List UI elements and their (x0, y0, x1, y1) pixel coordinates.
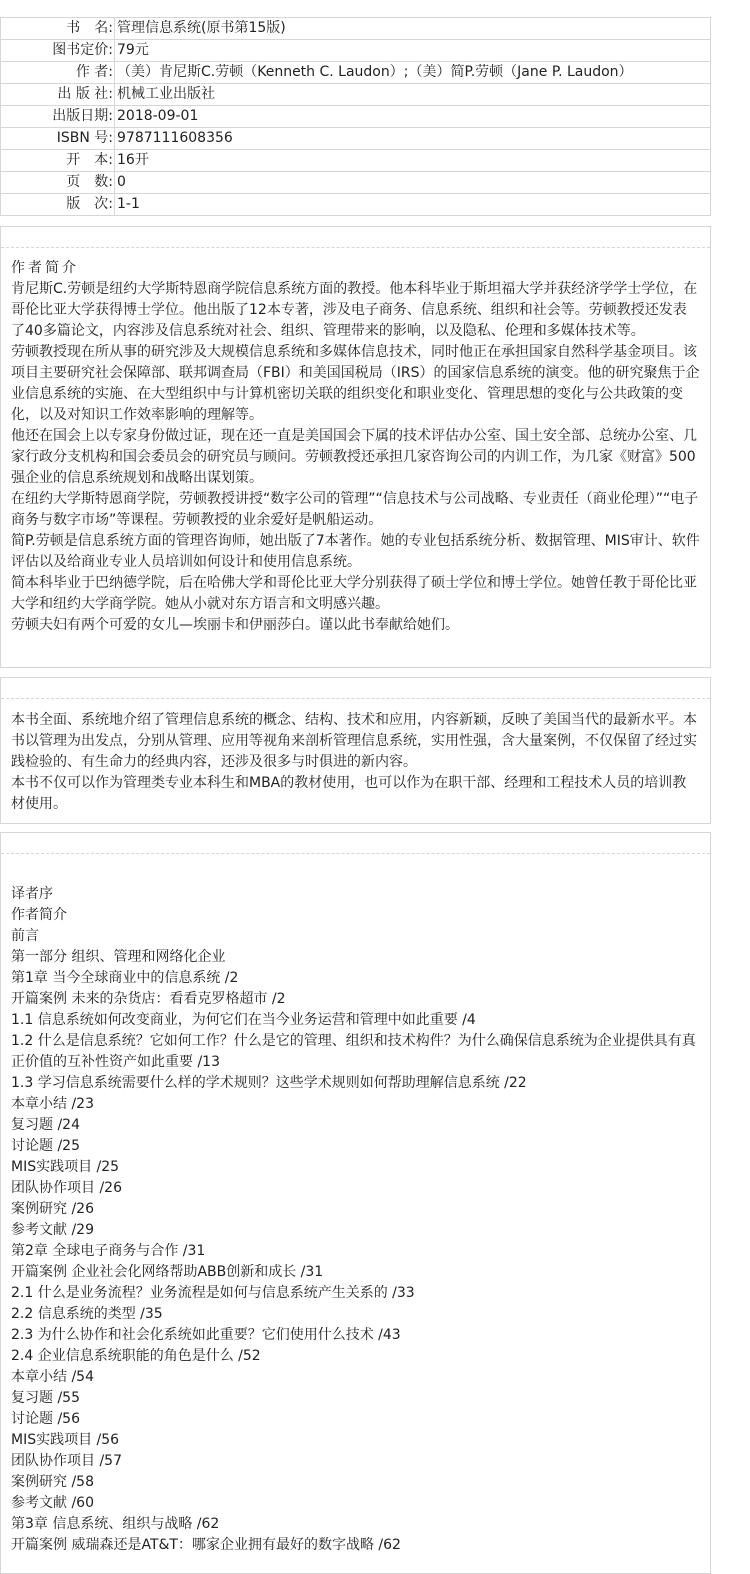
info-row-pages (1, 172, 711, 194)
publisher-value: 机械工业出版社 (115, 84, 711, 106)
title-value: 管理信息系统(原书第15版) (115, 18, 711, 40)
edition-value: 1-1 (115, 194, 711, 216)
toc-line: 2.3 为什么协作和社会化系统如此重要？它们使用什么技术 /43 (11, 1327, 401, 1343)
isbn-label: ISBN 号: (1, 128, 115, 150)
toc-line: 团队协作项目 /26 (11, 1180, 122, 1196)
toc-line: 复习题 /24 (11, 1117, 80, 1133)
section-divider (1, 678, 710, 699)
toc-line: 译者序 (11, 886, 53, 902)
toc-line: 第2章 全球电子商务与合作 /31 (11, 1243, 206, 1259)
author-intro-paragraph: 劳顿教授现在所从事的研究涉及大规模信息系统和多媒体信息技术，同时他正在承担国家自然科学基金项目。该项目主要研究社会保障部、联邦调查局（FBI）和美国国税局（IRS）的国家信息系统的演变。他的研究聚焦于企业信息系统的实施、在大型组织中与计算机密切关联的组织变化和职业变化、管理思想的变化与公共政策的变化，以及对知识工作效率影响的理解等。 (11, 344, 700, 423)
pages-label: 页 数: (1, 172, 115, 194)
info-row-isbn (1, 128, 711, 150)
toc-line: 2.2 信息系统的类型 /35 (11, 1306, 163, 1322)
format-label: 开 本: (1, 150, 115, 172)
toc-line: 复习题 /55 (11, 1390, 80, 1406)
toc-line: 案例研究 /26 (11, 1201, 94, 1217)
info-row-format (1, 150, 711, 172)
publisher-label: 出 版 社: (1, 84, 115, 106)
toc-line: 作者简介 (11, 907, 67, 923)
toc-line: 团队协作项目 /57 (11, 1453, 122, 1469)
toc-line: 案例研究 /58 (11, 1474, 94, 1490)
toc-line: 参考文献 /29 (11, 1222, 94, 1238)
author-intro-paragraph: 简P.劳顿是信息系统方面的管理咨询师，她出版了7本著作。她的专业包括系统分析、数据管理、MIS审计、软件评估以及给商业专业人员培训如何设计和使用信息系统。 (11, 533, 700, 570)
author-label: 作 者: (1, 62, 115, 84)
title-label: 书 名: (1, 18, 115, 40)
section-divider (1, 227, 710, 248)
info-row-publisher (1, 84, 711, 106)
info-row-edition (1, 194, 711, 216)
toc-line: 讨论题 /56 (11, 1411, 80, 1427)
author-intro-paragraph: 在纽约大学斯特恩商学院，劳顿教授讲授“数字公司的管理”“信息技术与公司战略、专业责任（商业伦理）”“电子商务与数字市场”等课程。劳顿教授的业余爱好是帆船运动。 (11, 491, 699, 528)
toc-line: 讨论题 /25 (11, 1138, 80, 1154)
author-intro-paragraph: 他还在国会上以专家身份做过证，现在还一直是美国国会下属的技术评估办公室、国土安全部、总统办公室、几家行政分支机构和国会委员会的研究员与顾问。劳顿教授还承担几家咨询公司的内训工作，为几家《财富》500强企业的信息系统规划和战略出谋划策。 (11, 428, 697, 486)
toc-line: 开篇案例 企业社会化网络帮助ABB创新和成长 /31 (11, 1264, 324, 1280)
summary-content (1, 699, 710, 815)
toc-line: 前言 (11, 928, 39, 944)
price-value: 79元 (115, 40, 711, 62)
toc-line: 第1章 当今全球商业中的信息系统 /2 (11, 970, 239, 986)
toc-line: 开篇案例 未来的杂货店：看看克罗格超市 /2 (11, 991, 286, 1007)
author-intro-content (1, 248, 710, 636)
info-row-title (1, 18, 711, 40)
author-intro-section (0, 226, 711, 668)
toc-section (0, 832, 711, 1574)
toc-line: 1.1 信息系统如何改变商业，为何它们在当今业务运营和管理中如此重要 /4 (11, 1012, 476, 1028)
toc-line: 2.1 什么是业务流程？业务流程是如何与信息系统产生关系的 /33 (11, 1285, 415, 1301)
toc-line: 开篇案例 威瑞森还是AT&T：哪家企业拥有最好的数字战略 /62 (11, 1537, 401, 1553)
toc-line: MIS实践项目 /25 (11, 1159, 120, 1175)
pages-value: 0 (115, 172, 711, 194)
toc-line: 1.3 学习信息系统需要什么样的学术规则？这些学术规则如何帮助理解信息系统 /22 (11, 1075, 527, 1091)
toc-line: 第3章 信息系统、组织与战略 /62 (11, 1516, 220, 1532)
toc-line: 本章小结 /54 (11, 1369, 94, 1385)
date-value: 2018-09-01 (115, 106, 711, 128)
author-intro-paragraph: 肯尼斯C.劳顿是纽约大学斯特恩商学院信息系统方面的教授。他本科毕业于斯坦福大学并获经济学学士学位，在哥伦比亚大学获得博士学位。他出版了12本专著，涉及电子商务、信息系统、组织和社会等。劳顿教授还发表了40多篇论文，内容涉及信息系统对社会、组织、管理带来的影响，以及隐私、伦理和多媒体技术等。 (11, 281, 698, 339)
isbn-value: 9787111608356 (115, 128, 711, 150)
author-value: （美）肯尼斯C.劳顿（Kenneth C. Laudon）;（美）简P.劳顿（Jane P. Laudon） (115, 62, 711, 84)
summary-paragraph: 本书不仅可以作为管理类专业本科生和MBA的教材使用，也可以作为在职干部、经理和工程技术人员的培训教材使用。 (11, 775, 687, 812)
toc-line: 2.4 企业信息系统职能的角色是什么 /52 (11, 1348, 261, 1364)
author-intro-paragraph: 劳顿夫妇有两个可爱的女儿—埃丽卡和伊丽莎白。谨以此书奉献给她们。 (11, 617, 459, 633)
toc-line: 第一部分 组织、管理和网络化企业 (11, 949, 226, 965)
toc-line: MIS实践项目 /56 (11, 1432, 120, 1448)
section-divider (1, 833, 710, 854)
toc-line: 参考文献 /60 (11, 1495, 94, 1511)
book-info-table (0, 17, 711, 216)
toc-line: 本章小结 /23 (11, 1096, 94, 1112)
info-row-date (1, 106, 711, 128)
info-row-price (1, 40, 711, 62)
info-row-author (1, 62, 711, 84)
toc-content (1, 854, 710, 1556)
summary-paragraph: 本书全面、系统地介绍了管理信息系统的概念、结构、技术和应用，内容新颖，反映了美国当代的最新水平。本书以管理为出发点，分别从管理、应用等视角来剖析管理信息系统，实用性强，含大量案例，不仅保留了经过实践检验的、有生命力的经典内容，还涉及很多与时俱进的新内容。 (11, 712, 697, 770)
format-value: 16开 (115, 150, 711, 172)
author-intro-heading: 作者简介 (11, 260, 79, 276)
summary-section (0, 677, 711, 824)
author-intro-paragraph: 简本科毕业于巴纳德学院，后在哈佛大学和哥伦比亚大学分别获得了硕士学位和博士学位。她曾任教于哥伦比亚大学和纽约大学商学院。她从小就对东方语言和文明感兴趣。 (11, 575, 697, 612)
price-label: 图书定价: (1, 40, 115, 62)
edition-label: 版 次: (1, 194, 115, 216)
toc-line: 1.2 什么是信息系统？它如何工作？什么是它的管理、组织和技术构件？为什么确保信息系统为企业提供具有真正价值的互补性资产如此重要 /13 (11, 1033, 696, 1070)
date-label: 出版日期: (1, 106, 115, 128)
